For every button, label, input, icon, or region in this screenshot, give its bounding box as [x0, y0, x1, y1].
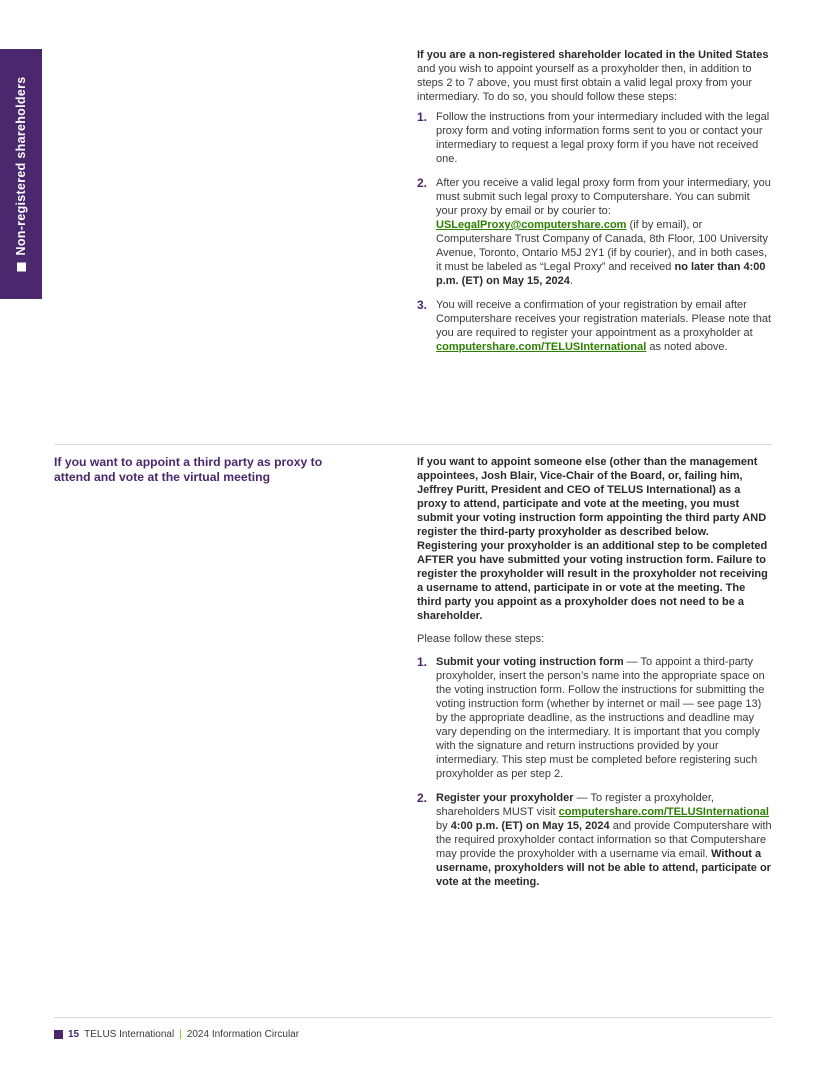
warning-text: Without a username, proxyholders will not be able to attend, participate or vote at the meeting.: [436, 848, 771, 888]
step-number: 1.: [417, 655, 428, 669]
follow-steps: Please follow these steps:: [417, 633, 545, 645]
footer-divider: [54, 1017, 772, 1018]
step-text: — To register a proxyholder, shareholders MUST visit: [436, 792, 714, 818]
step-number: 2.: [417, 791, 428, 805]
footer-separator: |: [179, 1029, 182, 1040]
list-item: [417, 298, 772, 354]
section-third-party: [417, 455, 772, 899]
list-item: [417, 110, 772, 166]
section-us-intro: [417, 48, 772, 104]
step-text: and provide Computershare with the required proxyholder contact information so that Computershare may provide the proxyholder with a username via email.: [436, 820, 772, 860]
step-title: Submit your voting instruction form: [436, 656, 624, 668]
section-heading: If you want to appoint a third party as proxy to attend and vote at the virtual meeting: [54, 455, 323, 484]
page-footer: [54, 1029, 299, 1040]
intro-bold: If you want to appoint someone else (other than the management appointees, Josh Blair, Vice-Chair of the Board, or, failing him, Jeffrey Puritt, President and CEO of TELUS International) as a proxy to attend, participate and vote at the meeting, you must submit your voting instruction form appointing the third party AND register the third-party proxyholder as described below. Registering your proxyholder is an additional step to be completed AFTER you have submitted your voting instruction form. Failure to register the proxyholder will result in the proxyholder not receiving a username to attend, participate in or vote at the meeting. The third party you appoint as a proxyholder does not need to be a shareholder.: [417, 456, 768, 622]
intro-text: and you wish to appoint yourself as a proxyholder then, in addition to steps 2 to 7 above, you must first obtain a valid legal proxy from your intermediary. To do so, you should follow these steps:: [417, 63, 753, 103]
step-text: You will receive a confirmation of your registration by email after Computershare receives your registration materials. Please note that you are required to register your appointment as a proxyholder at: [436, 299, 772, 339]
computershare-link[interactable]: computershare.com/TELUSInternational: [436, 341, 647, 353]
step-text: Follow the instructions from your intermediary included with the legal proxy form and voting information forms sent to you or contact your intermediary to request a legal proxy form if you have not received one.: [436, 111, 770, 165]
list-item: [417, 791, 772, 889]
list-item: [417, 176, 772, 288]
section-us-proxy: [417, 48, 772, 364]
step-number: 2.: [417, 176, 428, 190]
side-tab-label: Non-registered shareholders: [14, 76, 28, 256]
step-number: 1.: [417, 110, 428, 124]
step-number: 3.: [417, 298, 428, 312]
computershare-link[interactable]: computershare.com/​TELUSInternational: [558, 806, 769, 818]
step-text: .: [569, 275, 573, 287]
deadline-text: no later than 4:00 p.m. (ET) on May 15, 2024: [436, 261, 766, 287]
step-text: — To appoint a third-party proxyholder, insert the person’s name into the appropriate space on the voting instruction form. Follow the instructions for submitting the voting instruction form (whether by internet or mail — see page 13) by the appropriate deadline, as the instructions and deadline may vary depending on the intermediary. It is important that you comply with the signature and return instructions provided by your intermediary. This step must be completed before registering such proxyholder as per step 2.: [436, 656, 765, 780]
side-tab-content: [14, 77, 28, 272]
side-tab: [0, 49, 42, 299]
step-text: After you receive a valid legal proxy form from your intermediary, you must submit such legal proxy to Computershare. You can submit your proxy by email or by courier to:: [436, 177, 771, 217]
step-text: as noted above.: [646, 341, 728, 353]
email-link[interactable]: USLegalProxy@computershare.com: [436, 219, 627, 231]
page-number: 15: [68, 1029, 80, 1040]
third-party-intro: [417, 455, 772, 623]
footer-doc-title: 2024 Information Circular: [186, 1029, 300, 1040]
step-text: (if by email), or Computershare Trust Company of Canada, 8th Floor, 100 University Avenue, Toronto, Ontario M5J 2Y1 (if by courier), and in both cases, it must be labeled as “Legal Proxy” and received: [436, 219, 768, 273]
deadline-text: 4:00 p.m. (ET) on May 15, 2024: [450, 820, 610, 832]
us-steps-list: [417, 110, 772, 354]
step-text: by: [436, 820, 451, 832]
section-divider: [54, 444, 772, 445]
list-item: [417, 655, 772, 781]
footer-company: TELUS International: [84, 1029, 175, 1040]
square-icon: [17, 262, 26, 271]
square-icon: [54, 1030, 63, 1039]
intro-bold: If you are a non-registered shareholder located in the United States: [417, 49, 769, 61]
step-title: Register your proxyholder: [436, 792, 574, 804]
third-party-steps-list: [417, 655, 772, 889]
